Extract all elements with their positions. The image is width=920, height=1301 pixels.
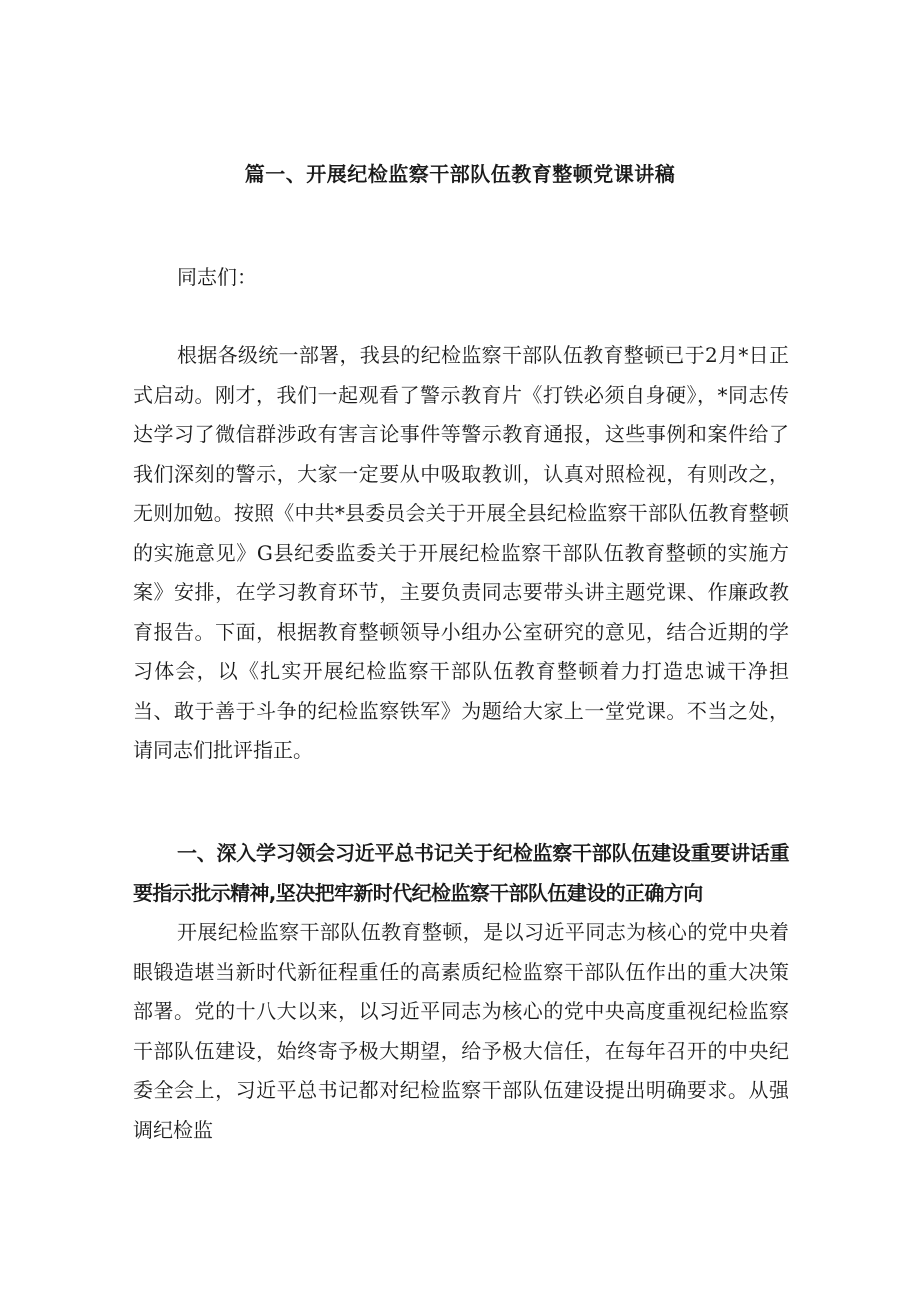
body-paragraph-1: 根据各级统一部署，我县的纪检监察干部队伍教育整顿已于2月*日正式启动。刚才，我们一起观看了警示教育片《打铁必须自身硬》，*同志传达学习了微信群涉政有害言论事件等警示教育通报，这些事例和案件给了我们深刻的警示，大家一定要从中吸取教训，认真对照检视，有则改之，无则加勉。按照《中共*县委员会关于开展全县纪检监察干部队伍教育整顿的实施意见》G县纪委监委关于开展纪检监察干部队伍教育整顿的实施方案》安排，在学习教育环节，主要负责同志要带头讲主题党课、作廉政教育报告。下面，根据教育整顿领导小组办公室研究的意见，结合近期的学习体会，以《扎实开展纪检监察干部队伍教育整顿着力打造忠诚干净担当、敢于善于斗争的纪检监察铁军》为题给大家上一堂党课。不当之处，请同志们批评指正。 <box>133 343 789 762</box>
section-heading-1: 一、深入学习领会习近平总书记关于纪检监察干部队伍建设重要讲话重要指示批示精神,坚决把牢新时代纪检监察干部队伍建设的正确方向 <box>133 841 789 905</box>
body-paragraph-2: 开展纪检监察干部队伍教育整顿，是以习近平同志为核心的党中央着眼锻造堪当新时代新征程重任的高素质纪检监察干部队伍作出的重大决策部署。党的十八大以来，以习近平同志为核心的党中央高度重视纪检监察干部队伍建设，始终寄予极大期望，给予极大信任，在每年召开的中央纪委全会上，习近平总书记都对纪检监察干部队伍建设提出明确要求。从强调纪检监 <box>133 920 789 1142</box>
salutation: 同志们： <box>177 265 257 289</box>
document-title: 篇一、开展纪检监察干部队伍教育整顿党课讲稿 <box>244 162 676 186</box>
